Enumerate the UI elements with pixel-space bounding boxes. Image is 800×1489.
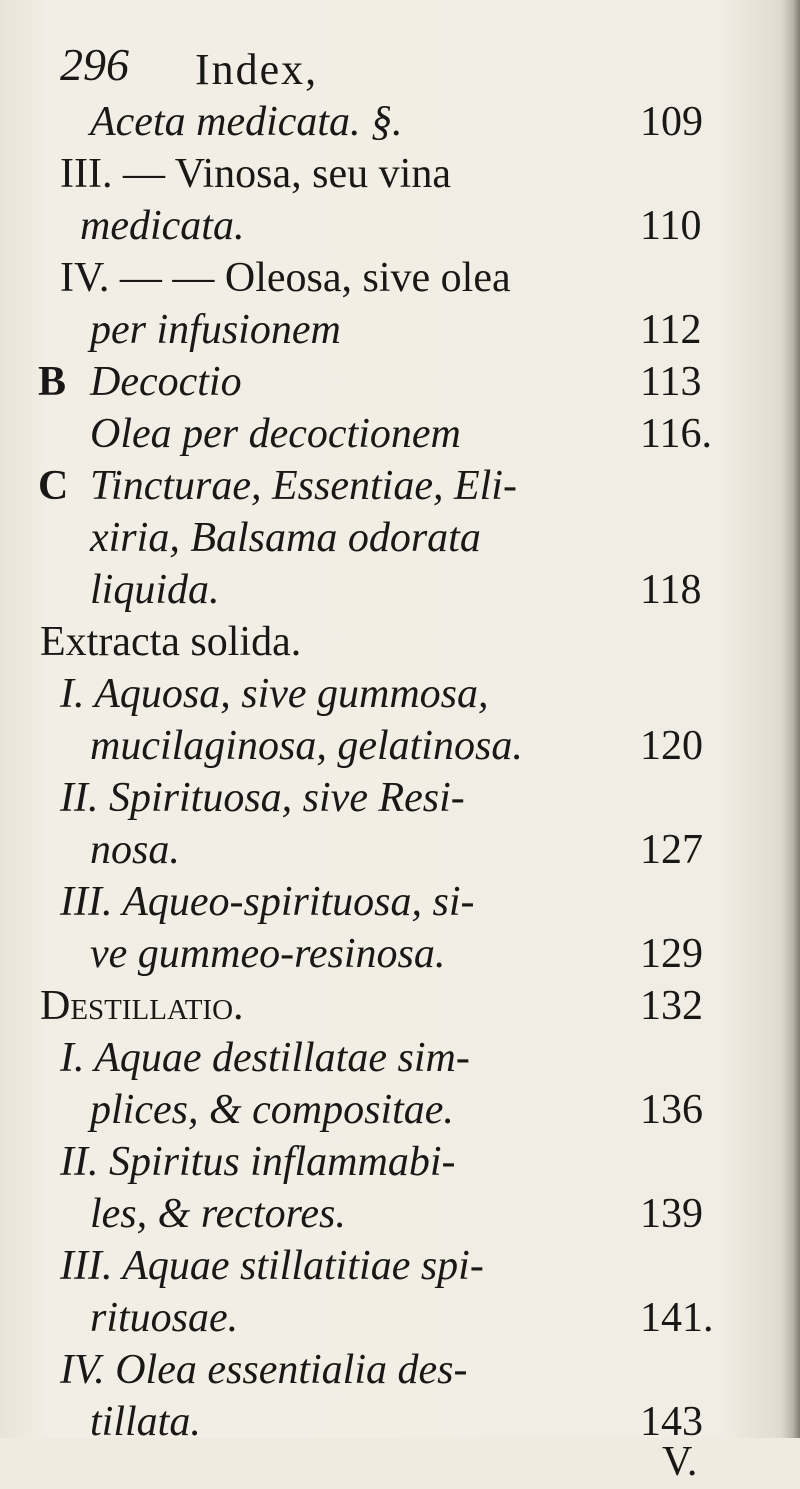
entry-text: I. Aquae destillatae sim- (60, 1035, 470, 1081)
index-entry (0, 407, 800, 461)
index-entry (0, 979, 800, 1033)
index-entry (0, 251, 800, 305)
entry-text: per infusionem (90, 307, 341, 353)
entry-page: 120 (640, 723, 703, 769)
entry-page: 116. (640, 411, 712, 457)
index-entry (0, 95, 800, 149)
entry-text: Extracta solida. (40, 619, 302, 665)
index-entry (0, 875, 800, 929)
entry-text: III. — Vinosa, seu vina (60, 151, 451, 197)
index-entry (0, 1343, 800, 1397)
entry-text: Olea per decoctionem (90, 411, 461, 457)
entry-text: nosa. (90, 827, 180, 873)
entry-text: Decoctio (90, 359, 242, 405)
section-letter: C (38, 463, 69, 509)
index-entry (0, 199, 800, 253)
index-entry (0, 667, 800, 721)
index-entry (0, 1031, 800, 1085)
index-entry (0, 459, 800, 513)
index-entry (0, 303, 800, 357)
entry-page: 136 (640, 1087, 703, 1133)
entry-text: II. Spirituosa, sive Resi- (60, 775, 465, 821)
catchword-row (0, 1435, 800, 1489)
index-entry (0, 615, 800, 669)
index-entry (0, 355, 800, 409)
entry-page: 141. (640, 1295, 714, 1341)
entry-text: medicata. (80, 203, 245, 249)
entry-page: 143 (640, 1399, 703, 1445)
entry-page: 129 (640, 931, 703, 977)
entry-text: tillata. (90, 1399, 201, 1445)
index-entry (0, 1083, 800, 1137)
page-header (60, 38, 660, 98)
page-number: 296 (60, 39, 129, 90)
entry-text: rituosae. (90, 1295, 239, 1341)
entry-page: 132 (640, 983, 703, 1029)
index-entry (0, 771, 800, 825)
entry-text: IV. — — Oleosa, sive olea (60, 255, 511, 301)
index-entry (0, 927, 800, 981)
section-letter: B (38, 359, 67, 405)
index-entry (0, 1291, 800, 1345)
index-entry (0, 511, 800, 565)
entry-page: 118 (640, 567, 702, 613)
entry-text: IV. Olea essentialia des- (60, 1347, 468, 1393)
entry-text: II. Spiritus inflammabi- (60, 1139, 456, 1185)
entry-page: 110 (640, 203, 702, 249)
entry-text: mucilaginosa, gelatinosa. (90, 723, 523, 769)
entry-page: 127 (640, 827, 703, 873)
entry-text: III. Aqueo-spirituosa, si- (60, 879, 475, 925)
entry-text: ve gummeo-resinosa. (90, 931, 446, 977)
index-entry (0, 563, 800, 617)
entry-text: Aceta medicata. §. (90, 99, 403, 145)
entry-page: 109 (640, 99, 703, 145)
running-title: Index, (195, 45, 319, 94)
index-entry (0, 823, 800, 877)
index-entry (0, 1239, 800, 1293)
entry-page: 139 (640, 1191, 703, 1237)
entry-text: plices, & compositae. (90, 1087, 454, 1133)
entry-page: 113 (640, 359, 702, 405)
entry-text: Tincturae, Essentiae, Eli- (90, 463, 517, 509)
index-entry (0, 719, 800, 773)
entry-text: liquida. (90, 567, 220, 613)
entry-page: 112 (640, 307, 702, 353)
entry-text: Destillatio. (40, 983, 244, 1029)
index-entry (0, 1135, 800, 1189)
entry-text: les, & rectores. (90, 1191, 346, 1237)
entry-text: I. Aquosa, sive gummosa, (60, 671, 489, 717)
catchword: V. (662, 1439, 698, 1485)
entry-text: III. Aquae stillatitiae spi- (60, 1243, 484, 1289)
entry-text: xiria, Balsama odorata (90, 515, 481, 561)
index-entry (0, 147, 800, 201)
index-entry (0, 1187, 800, 1241)
